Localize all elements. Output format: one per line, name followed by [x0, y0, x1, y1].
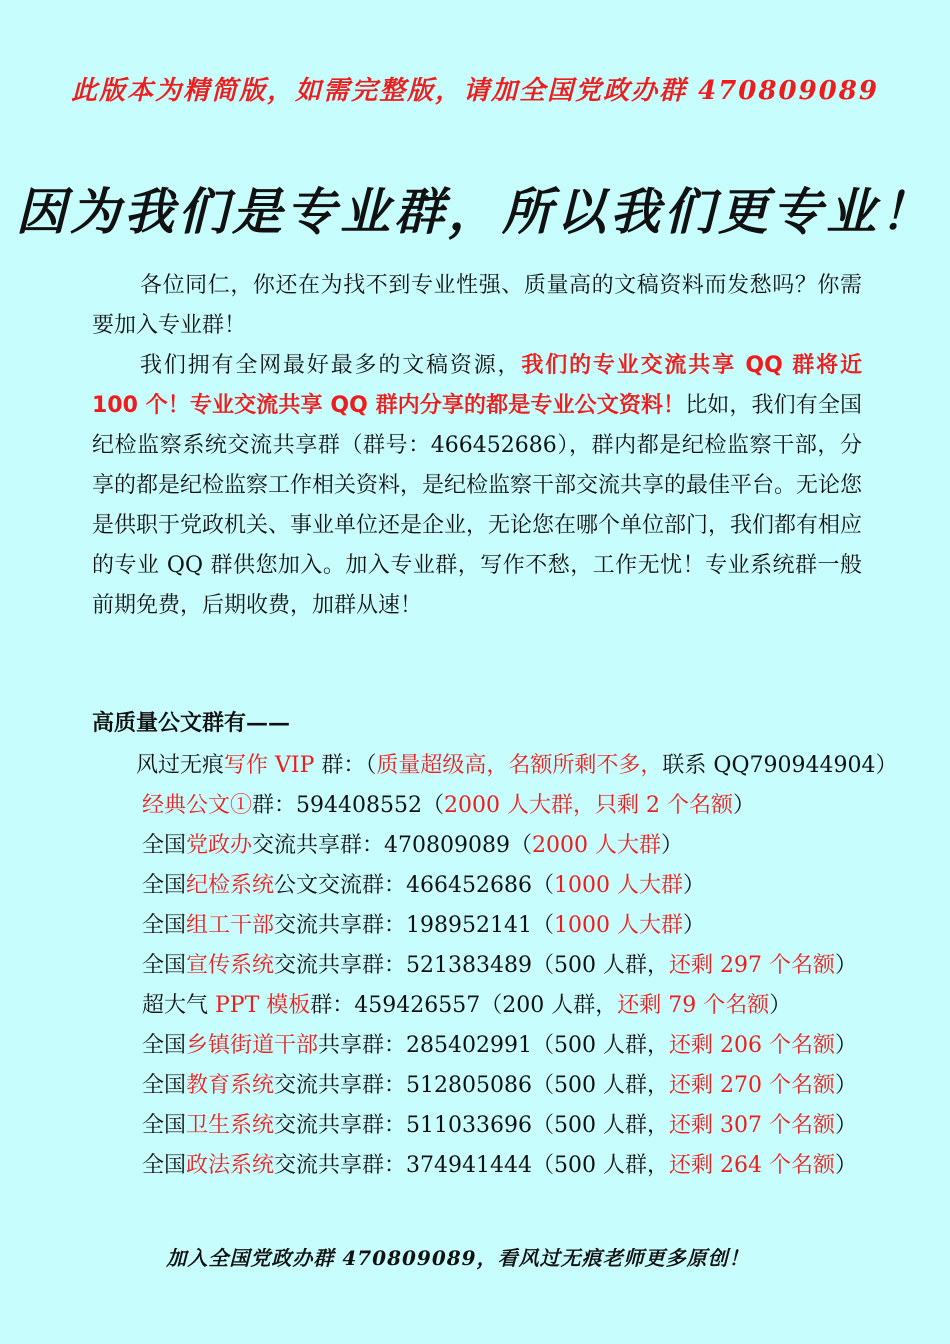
group-prefix: 全国 — [142, 873, 187, 898]
group-number: 交流共享群：512805086（500 人群， — [274, 1073, 669, 1098]
group-prefix: 风过无痕 — [136, 753, 225, 778]
group-prefix: 全国 — [142, 1153, 187, 1178]
group-name: 经典公文① — [142, 793, 253, 818]
group-row — [142, 1026, 857, 1066]
group-row — [142, 986, 791, 1026]
group-name: 组工干部 — [186, 913, 275, 938]
group-row — [142, 1066, 857, 1106]
group-size-note: 1000 人大群 — [554, 873, 683, 898]
group-number: 交流共享群：470809089（ — [252, 833, 533, 858]
paragraph-2-part-1: 我们拥有全网最好最多的文稿资源， — [140, 353, 522, 378]
group-name: 卫生系统 — [186, 1113, 275, 1138]
slogan-heading: 因为我们是专业群，所以我们更专业！ — [16, 182, 934, 241]
paragraph-2-part-2: 比如，我们有全国纪检监察系统交流共享群（群号：466452686），群内都是纪检监察干部，分享的都是纪检监察工作相关资料，是纪检监察干部交流共享的最佳平台。无论您是供职于党政机关、事业单位还是企业，无论您在哪个单位部门，我们都有相应的专业 QQ 群供您加入。加入专业群，写作不愁，工作无忧！专业系统群一般前期免费，后期收费，加群从速！ — [92, 393, 863, 618]
group-name: 纪检系统 — [186, 873, 275, 898]
group-prefix: 超大气 — [142, 993, 215, 1018]
paragraph-2-highlight: 我们的专业交流共享 QQ 群将近 100 个！专业交流共享 QQ 群内分享的都是专业公文资料！ — [92, 353, 862, 418]
group-size-note: 还剩 297 个名额 — [669, 953, 835, 978]
group-suffix: ） — [834, 1033, 857, 1058]
group-number: 群：459426557（200 人群， — [310, 993, 618, 1018]
group-row — [142, 906, 705, 946]
intro-paragraph-2 — [92, 346, 862, 626]
footer-note: 加入全国党政办群 470809089，看风过无痕老师更多原创！ — [166, 1246, 750, 1270]
group-name: 党政办 — [186, 833, 253, 858]
group-size-note: 1000 人大群 — [554, 913, 683, 938]
group-prefix: 全国 — [142, 913, 187, 938]
group-suffix: ） — [834, 1073, 857, 1098]
group-number: 交流共享群：511033696（500 人群， — [274, 1113, 669, 1138]
group-name: 宣传系统 — [186, 953, 275, 978]
group-row — [136, 746, 897, 786]
group-row — [142, 866, 705, 906]
group-name: 教育系统 — [186, 1073, 275, 1098]
group-size-note: 2000 人大群 — [532, 833, 661, 858]
group-number: 公文交流群：466452686（ — [274, 873, 555, 898]
group-number: 共享群：285402991（500 人群， — [318, 1033, 669, 1058]
group-name: 乡镇街道干部 — [186, 1033, 319, 1058]
group-suffix: ） — [834, 1153, 857, 1178]
group-size-note: 还剩 79 个名额 — [617, 993, 770, 1018]
group-number: 群：（ — [321, 753, 377, 778]
group-size-note: 质量超级高，名额所剩不多， — [376, 753, 663, 778]
group-number: 群：594408552（ — [252, 793, 444, 818]
group-suffix: ） — [683, 873, 706, 898]
top-notice: 此版本为精简版，如需完整版，请加全国党政办群 470809089 — [71, 76, 879, 106]
group-suffix: ） — [732, 793, 755, 818]
group-size-note: 还剩 307 个名额 — [669, 1113, 835, 1138]
group-row — [142, 786, 755, 826]
group-name: 写作 VIP — [224, 753, 322, 778]
group-name: PPT 模板 — [215, 993, 311, 1018]
group-row — [142, 1146, 857, 1186]
group-size-note: 还剩 270 个名额 — [669, 1073, 835, 1098]
group-suffix: 联系 QQ790944904） — [662, 753, 898, 778]
group-number: 交流共享群：521383489（500 人群， — [274, 953, 669, 978]
group-number: 交流共享群：374941444（500 人群， — [274, 1153, 669, 1178]
group-prefix: 全国 — [142, 833, 187, 858]
group-prefix: 全国 — [142, 1033, 187, 1058]
group-prefix: 全国 — [142, 1113, 187, 1138]
intro-text — [92, 266, 862, 626]
group-suffix: ） — [661, 833, 684, 858]
group-prefix: 全国 — [142, 953, 187, 978]
group-size-note: 还剩 206 个名额 — [669, 1033, 835, 1058]
group-row — [142, 946, 857, 986]
group-suffix: ） — [769, 993, 792, 1018]
group-number: 交流共享群：198952141（ — [274, 913, 555, 938]
group-name: 政法系统 — [186, 1153, 275, 1178]
group-suffix: ） — [834, 1113, 857, 1138]
group-suffix: ） — [834, 953, 857, 978]
group-list-title: 高质量公文群有—— — [92, 710, 291, 736]
group-suffix: ） — [683, 913, 706, 938]
group-size-note: 2000 人大群，只剩 2 个名额 — [444, 793, 733, 818]
group-prefix: 全国 — [142, 1073, 187, 1098]
group-row — [142, 826, 683, 866]
group-size-note: 还剩 264 个名额 — [669, 1153, 835, 1178]
intro-paragraph-1: 各位同仁，你还在为找不到专业性强、质量高的文稿资料而发愁吗？你需要加入专业群！ — [92, 273, 862, 338]
group-row — [142, 1106, 857, 1146]
